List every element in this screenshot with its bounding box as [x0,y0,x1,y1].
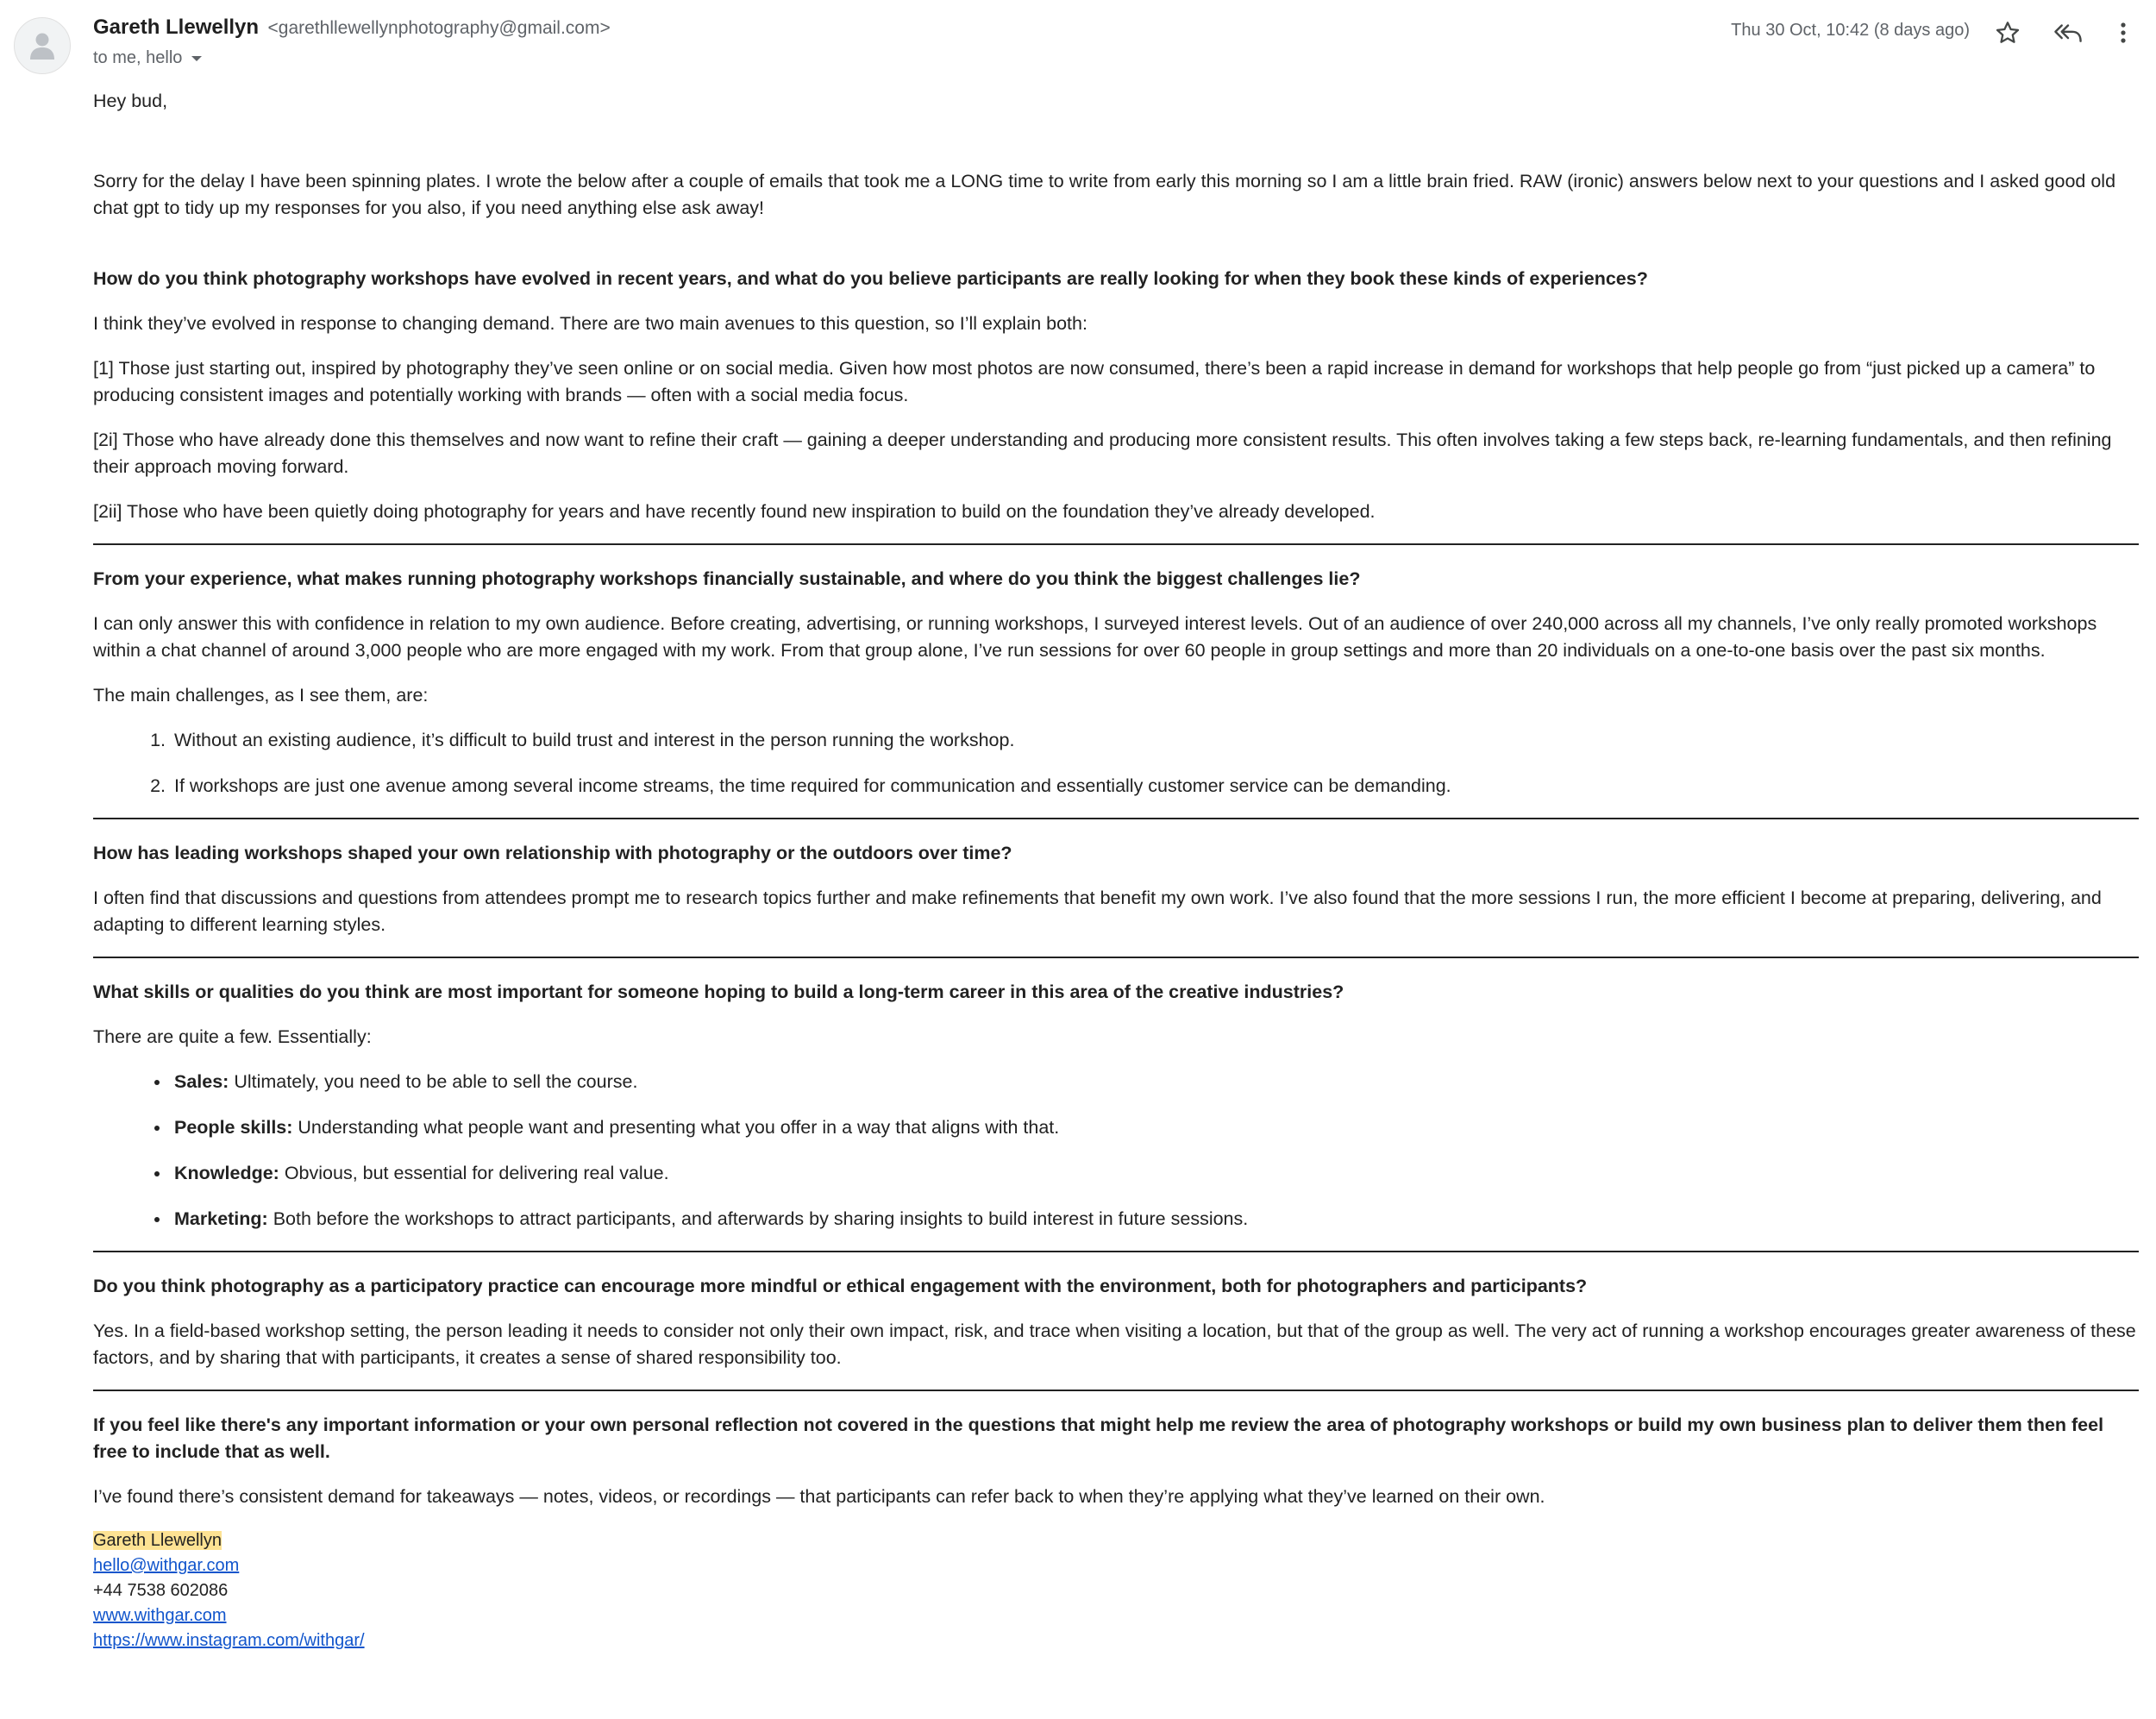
q1-paragraph-2: [1] Those just starting out, inspired by photography they’ve seen online or on social media. Given how most photos are now consumed, there’s been a rapid increase in demand for workshops that help people go from “just picked up a camera” to producing consistent images and potentially working with brands — often with a social media focus. [93,358,2096,405]
star-icon [1995,20,2021,46]
question-2: From your experience, what makes running photography workshops financially sustainable, and where do you think the biggest challenges lie? [93,568,1361,589]
skill-term: Sales: [174,1071,229,1092]
list-item: 1. Without an existing audience, it’s difficult to build trust and interest in the person running the workshop. [171,727,2139,754]
skill-text: Ultimately, you need to be able to sell the course. [229,1071,638,1092]
section-divider [93,1390,2139,1391]
recipients-label: to me, hello [93,48,183,67]
email-date: Thu 30 Oct, 10:42 (8 days ago) [1731,21,1970,40]
q6-paragraph-1: I’ve found there’s consistent demand for takeaways — notes, videos, or recordings — that participants can refer back to when they’re applying what they’ve learned on their own. [93,1486,1545,1507]
greeting: Hey bud, [93,91,168,111]
signature-name: Gareth Llewellyn [93,1531,222,1550]
q2-paragraph-1: I can only answer this with confidence in relation to my own audience. Before creating, advertising, or running workshops, I surveyed interest levels. Out of an audience of over 240,000 across all my channels, I’ve only really promoted workshops within a chat channel of around 3,000 people who are more engaged with my work. From that group alone, I’ve run sessions for over 60 people in group settings and more than 20 individuals on a one-to-one basis over the past six months. [93,613,2097,661]
q2-paragraph-2: The main challenges, as I see them, are: [93,685,429,706]
sender-name[interactable]: Gareth Llewellyn [93,16,260,39]
q1-paragraph-1: I think they’ve evolved in response to changing demand. There are two main avenues to this question, so I’ll explain both: [93,313,1087,334]
signature-instagram-link[interactable]: https://www.instagram.com/withgar/ [93,1631,365,1650]
section-divider [93,543,2139,545]
skill-text: Both before the workshops to attract participants, and afterwards by sharing insights to build interest in future sessions. [267,1208,1249,1229]
question-3: How has leading workshops shaped your own relationship with photography or the outdoors over time? [93,843,1012,863]
email-body [93,86,2139,1653]
list-item: 2. If workshops are just one avenue among several income streams, the time required for communication and essentially customer service can be demanding. [171,773,2139,800]
signature [93,1528,2139,1653]
section-divider [93,818,2139,819]
list-item [171,1160,2139,1187]
recipients-toggle[interactable] [93,48,203,68]
list-item [171,1114,2139,1141]
intro-paragraph: Sorry for the delay I have been spinning plates. I wrote the below after a couple of emails that took me a LONG time to write from early this morning so I am a little brain fried. RAW (ironic) answers below next to your questions and I asked good old chat gpt to tidy up my responses for you also, if you need anything else ask away! [93,171,2116,218]
q1-paragraph-4: [2ii] Those who have been quietly doing photography for years and have recently found new inspiration to build on the foundation they’ve already developed. [93,501,1376,522]
q1-paragraph-3: [2i] Those who have already done this themselves and now want to refine their craft — gaining a deeper understanding and producing more consistent results. This often involves taking a few steps back, re-learning fundamentals, and then refining their approach moving forward. [93,430,2112,477]
signature-website-link[interactable]: www.withgar.com [93,1606,227,1625]
list-item [171,1069,2139,1095]
question-6: If you feel like there's any important information or your own personal reflection not covered in the questions that might help me review the area of photography workshops or build my own business plan to deliver them then feel free to include that as well. [93,1415,2104,1462]
section-divider [93,957,2139,958]
skills-list [93,1069,2139,1233]
list-item [171,1206,2139,1233]
sender-email: <garethllewellynphotography@gmail.com> [267,18,611,38]
question-5: Do you think photography as a participatory practice can encourage more mindful or ethical engagement with the environment, both for photographers and participants? [93,1276,1588,1296]
question-1: How do you think photography workshops have evolved in recent years, and what do you believe participants are really looking for when they book these kinds of experiences? [93,268,1648,289]
q3-paragraph-1: I often find that discussions and questions from attendees prompt me to research topics further and make refinements that benefit my own work. I’ve also found that the more sessions I run, the more efficient I become at preparing, delivering, and adapting to different learning styles. [93,888,2102,935]
reply-all-icon [2053,20,2083,46]
q5-paragraph-1: Yes. In a field-based workshop setting, the person leading it needs to consider not only their own impact, risk, and trace when visiting a location, but that of the group as well. The very act of running a workshop encourages greater awareness of these factors, and by sharing that with participants, it creates a sense of shared responsibility too. [93,1321,2136,1368]
skill-term: Marketing: [174,1208,268,1229]
more-options-button[interactable] [2104,14,2142,52]
signature-email-link[interactable]: hello@withgar.com [93,1556,240,1575]
skill-text: Obvious, but essential for delivering real value. [279,1163,669,1183]
skill-term: People skills: [174,1117,293,1138]
reply-all-button[interactable] [2049,14,2087,52]
sender-avatar[interactable] [14,17,71,74]
signature-phone: +44 7538 602086 [93,1581,229,1600]
skill-term: Knowledge: [174,1163,279,1183]
q4-paragraph-1: There are quite a few. Essentially: [93,1026,372,1047]
question-4: What skills or qualities do you think are most important for someone hoping to build a long-term career in this area of the creative industries? [93,982,1344,1002]
challenges-list [93,727,2139,800]
section-divider [93,1251,2139,1252]
skill-text: Understanding what people want and presenting what you offer in a way that aligns with that. [292,1117,1060,1138]
chevron-down-icon[interactable] [191,54,203,63]
star-button[interactable] [1989,14,2027,52]
more-vert-icon [2120,22,2127,44]
avatar-person-icon [29,31,55,60]
sender-line [93,16,611,40]
